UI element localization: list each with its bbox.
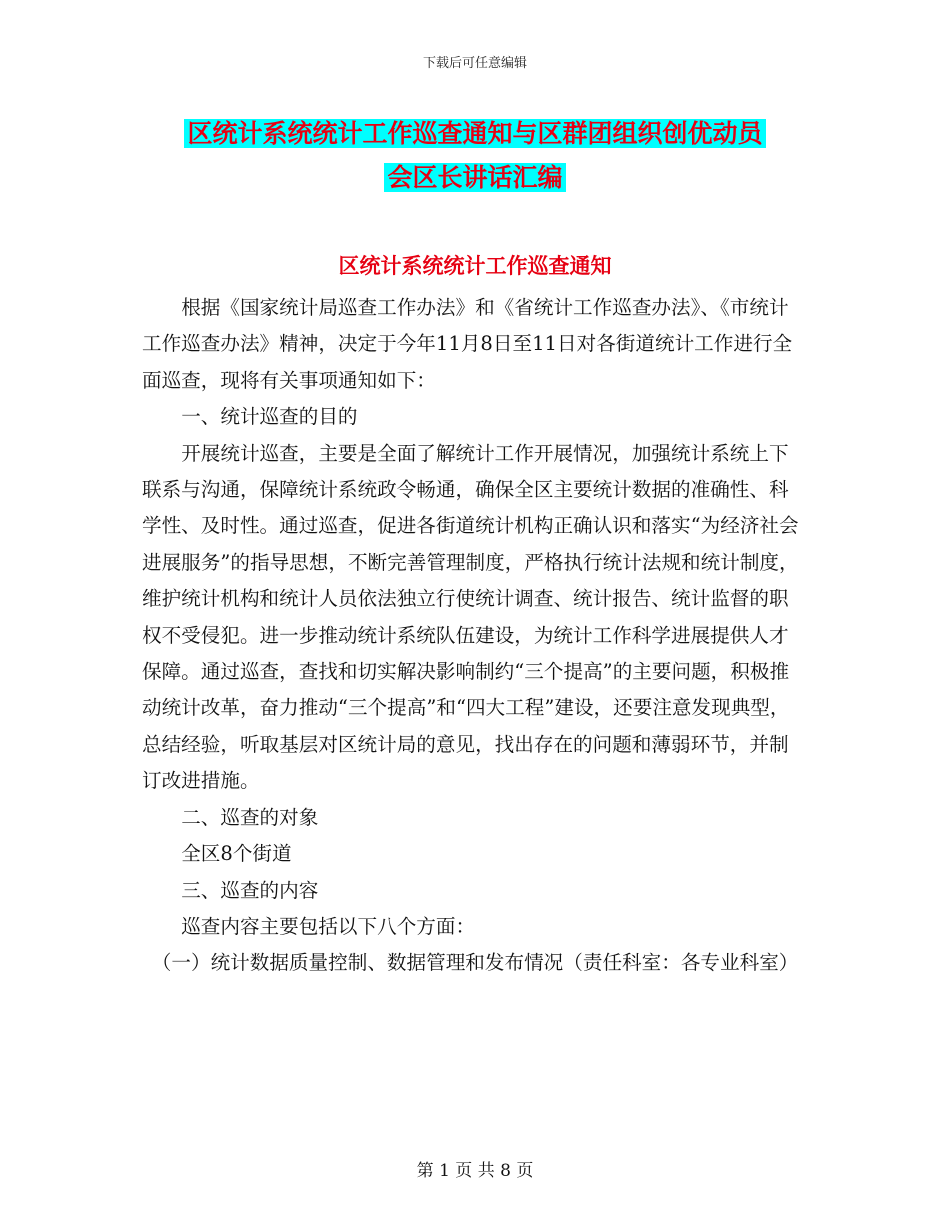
paragraph: 全区8个街道 [181,842,292,866]
paragraph: 巡查内容主要包括以下八个方面： [181,914,476,938]
body-text [142,290,807,982]
heading-content: 三、巡查的内容 [181,878,319,902]
main-title-text-1: 区统计系统统计工作巡查通知与区群团组织创优动员 [184,119,765,148]
page-number: 第 1 页 共 8 页 [416,1161,534,1181]
section-title: 区统计系统统计工作巡查通知 [338,254,612,278]
main-title-line-1 [0,114,950,150]
paragraph: 开展统计巡查，主要是全面了解统计工作开展情况，加强统计系统上下联系与沟通，保障统计系统政令畅通，确保全区主要统计数据的准确性、科学性、及时性。通过巡查，促进各街道统计机构正确认识和落实“为经济社会进展服务”的指导思想，不断完善管理制度，严格执行统计法规和统计制度，维护统计机构和统计人员依法独立行使统计调查、统计报告、统计监督的职权不受侵犯。进一步推动统计系统队伍建设，为统计工作科学进展提供人才保障。通过巡查，查找和切实解决影响制约“三个提高”的主要问题，积极推动统计改革，奋力推动“三个提高”和“四大工程”建设，还要注意发现典型，总结经验，听取基层对区统计局的意见，找出存在的问题和薄弱环节，并制订改进措施。 [142,441,799,793]
list-item: （一）统计数据质量控制、数据管理和发布情况（责任科室：各专业科室） [151,951,799,975]
main-title-line-2 [0,158,950,194]
paragraph: 根据《国家统计局巡查工作办法》和《省统计工作巡查办法》、《市统计工作巡查办法》精神，决定于今年11月8日至11日对各街道统计工作进行全面巡查，现将有关事项通知如下： [142,296,793,392]
heading-purpose: 一、统计巡查的目的 [181,405,358,429]
main-title-text-2: 会区长讲话汇编 [384,163,565,192]
header-note: 下载后可任意编辑 [422,56,527,71]
heading-targets: 二、巡查的对象 [181,805,319,829]
